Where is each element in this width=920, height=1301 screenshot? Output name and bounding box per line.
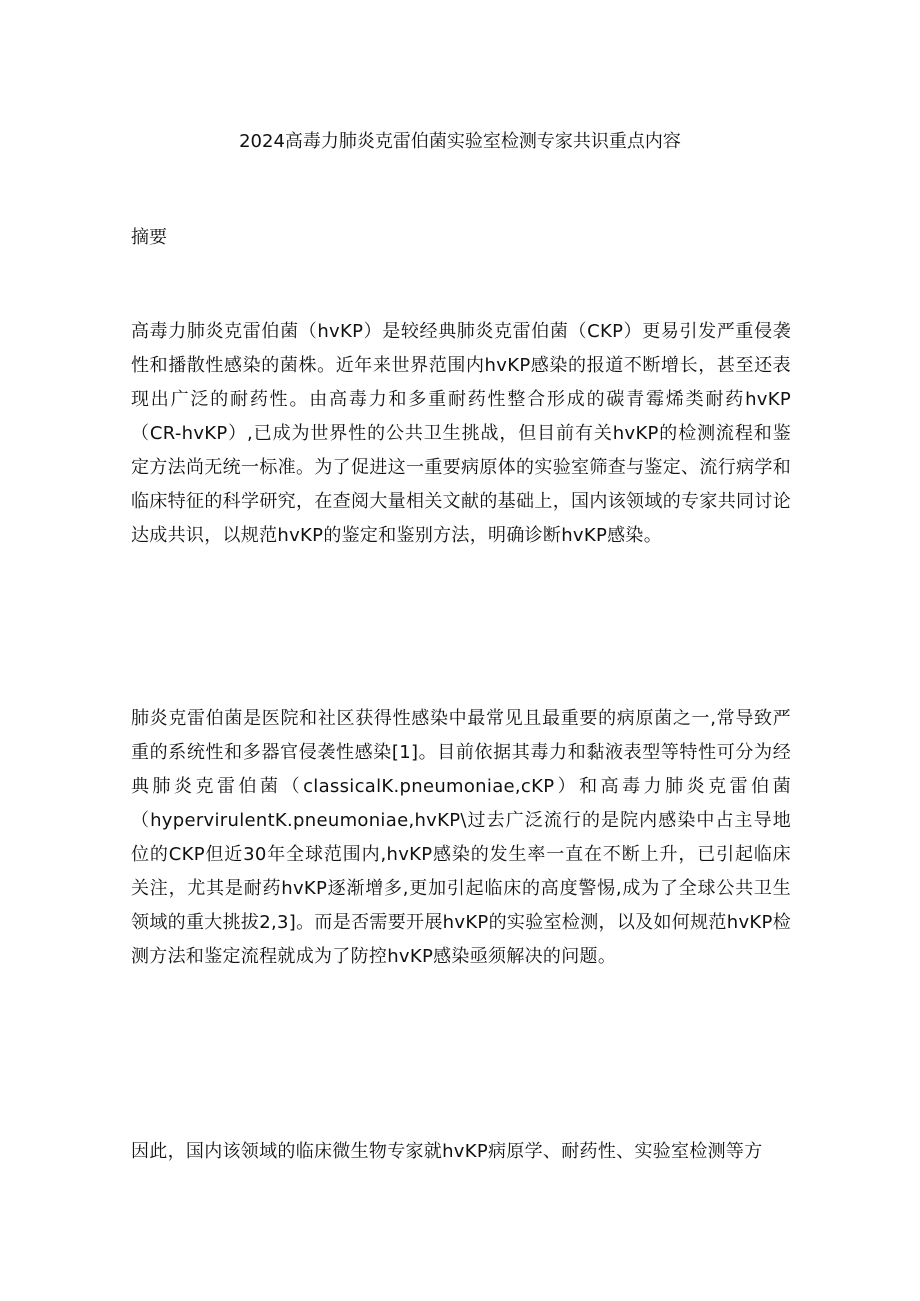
paragraph-background: 肺炎克雷伯菌是医院和社区获得性感染中最常见且最重要的病原菌之一,常导致严重的系统性和多器官侵袭性感染[1]。目前依据其毒力和黏液表型等特性可分为经典肺炎克雷伯菌（classicalK.pneumoniae,cKP）和高毒力肺炎克雷伯菌（hypervirulentK.pneumoniae,hvKP\过去广泛流行的是院内感染中占主导地位的CKP但近30年全球范围内,hvKP感染的发生率一直在不断上升，已引起临床关注，尤其是耐药hvKP逐渐增多,更加引起临床的高度警惕,成为了全球公共卫生领域的重大挑拔2,3]。而是否需要开展hvKP的实验室检测，以及如何规范hvKP检测方法和鉴定流程就成为了防控hvKP感染亟须解决的问题。 <box>131 708 791 967</box>
paragraph-abstract: 高毒力肺炎克雷伯菌（hvKP）是较经典肺炎克雷伯菌（CKP）更易引发严重侵袭性和播散性感染的菌株。近年来世界范围内hvKP感染的报道不断增长，甚至还表现出广泛的耐药性。由高毒力和多重耐药性整合形成的碳青霉烯类耐药hvKP（CR-hvKP）,已成为世界性的公共卫生挑战，但目前有关hvKP的检测流程和鉴定方法尚无统一标准。为了促进这一重要病原体的实验室筛查与鉴定、流行病学和临床特征的科学研究，在查阅大量相关文献的基础上，国内该领域的专家共同讨论达成共识，以规范hvKP的鉴定和鉴别方法，明确诊断hvKP感染。 <box>131 321 791 546</box>
paragraph-consensus-intro: 因此，国内该领域的临床微生物专家就hvKP病原学、耐药性、实验室检测等方 <box>131 1141 763 1162</box>
document-title: 2024高毒力肺炎克雷伯菌实验室检测专家共识重点内容 <box>239 131 681 152</box>
abstract-heading: 摘要 <box>131 227 167 248</box>
